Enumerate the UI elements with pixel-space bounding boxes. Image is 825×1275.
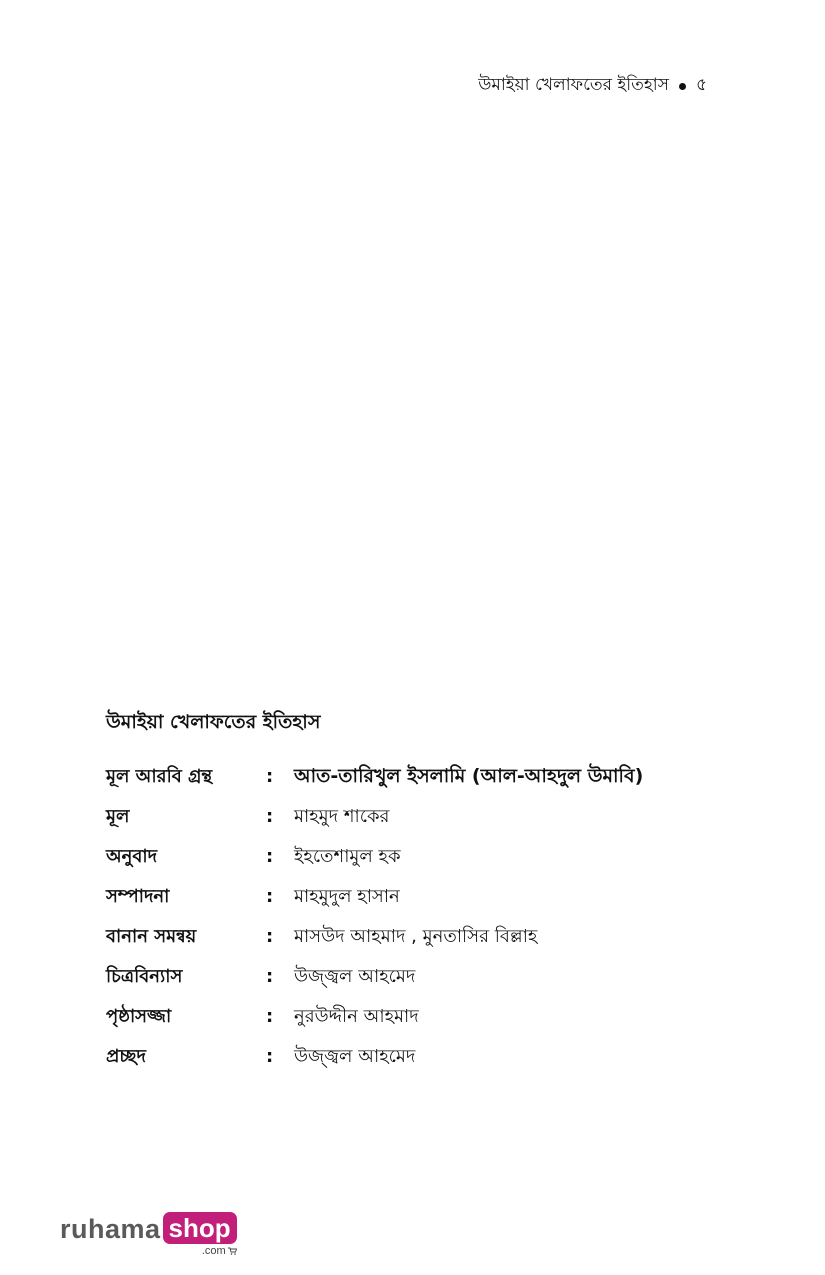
credit-row-cover [106, 1042, 706, 1082]
credit-value: নুরউদ্দীন আহমাদ [294, 1006, 419, 1027]
logo-text-ruhama: ruhama [60, 1214, 161, 1244]
credit-separator: : [266, 766, 274, 787]
credit-label: বানান সমন্বয় [106, 926, 197, 947]
credit-value: মাহমুদ শাকের [294, 806, 390, 827]
credit-row-spelling [106, 922, 706, 962]
credit-value: মাসউদ আহমাদ , মুনতাসির বিল্লাহ [294, 926, 538, 947]
book-title: উমাইয়া খেলাফতের ইতিহাস [106, 711, 321, 733]
bullet-dot-icon [679, 83, 686, 90]
credit-separator: : [266, 846, 274, 867]
credit-label: চিত্রবিন্যাস [106, 966, 183, 987]
credit-label: সম্পাদনা [106, 886, 170, 907]
credit-value: আত-তারিখুল ইসলামি (আল-আহদুল উমাবি) [294, 765, 644, 787]
credit-separator: : [266, 806, 274, 827]
credit-row-editor [106, 882, 706, 922]
credit-value: উজ্জ্বল আহমেদ [294, 1046, 416, 1067]
credit-separator: : [266, 966, 274, 987]
credit-row-page-layout [106, 1002, 706, 1042]
credit-separator: : [266, 886, 274, 907]
credit-row-illustration [106, 962, 706, 1002]
credits-block [106, 708, 706, 1082]
logo-domain [202, 1245, 237, 1257]
running-title: উমাইয়া খেলাফতের ইতিহাস [478, 75, 669, 95]
credit-label: পৃষ্ঠাসজ্জা [106, 1006, 172, 1027]
credit-label: অনুবাদ [106, 846, 158, 867]
ruhamashop-logo [60, 1212, 237, 1257]
credit-label: মূল [106, 806, 130, 827]
credit-row-translator [106, 842, 706, 882]
page-number: ৫ [695, 75, 707, 95]
credit-label: মূল আরবি গ্রন্থ [106, 766, 213, 787]
logo-text-domain: .com [201, 1245, 226, 1257]
running-header [478, 72, 707, 100]
credit-separator: : [266, 926, 274, 947]
credit-separator: : [266, 1006, 274, 1027]
credit-row-original-book [106, 762, 706, 802]
logo-shop-group [163, 1212, 237, 1257]
credit-separator: : [266, 1046, 274, 1067]
credit-value: ইহতেশামুল হক [294, 846, 401, 867]
credit-value: উজ্জ্বল আহমেদ [294, 966, 416, 987]
logo-text-shop: shop [163, 1212, 237, 1244]
credit-value: মাহমুদুল হাসান [294, 886, 400, 907]
credit-label: প্রচ্ছদ [106, 1046, 146, 1067]
credit-row-author [106, 802, 706, 842]
cart-icon [228, 1247, 237, 1255]
